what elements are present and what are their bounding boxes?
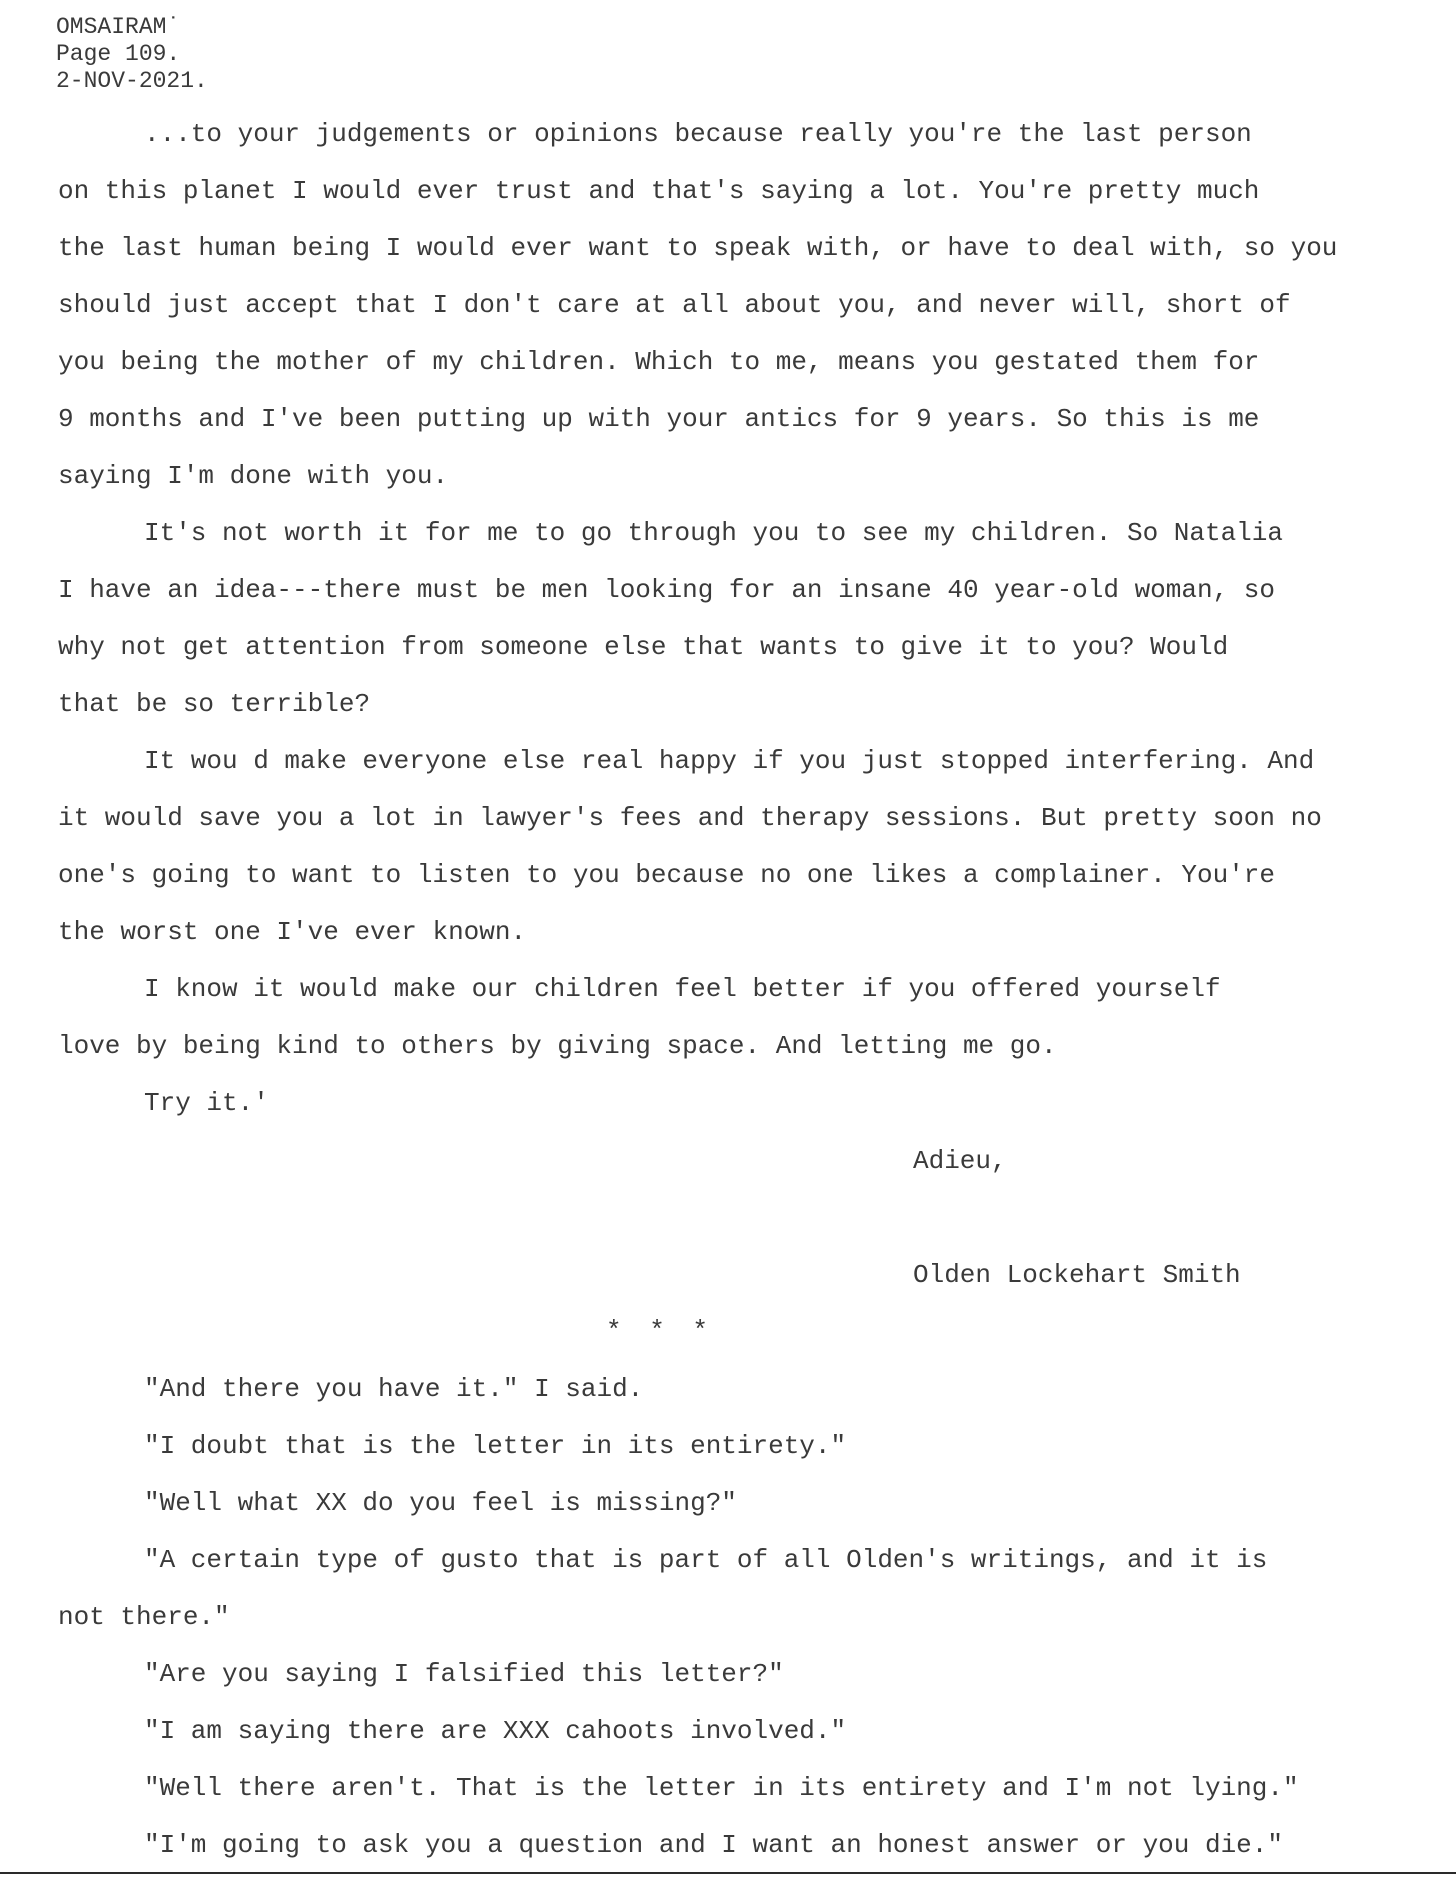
text-line: "Well what XX do you feel is missing?" bbox=[144, 1488, 737, 1518]
text-line: love by being kind to others by giving space. And letting me go. bbox=[58, 1031, 1057, 1061]
text-line: the last human being I would ever want to speak with, or have to deal with, so you bbox=[58, 233, 1338, 263]
text-line: Try it.' bbox=[144, 1088, 269, 1118]
text-line: It's not worth it for me to go through you to see my children. So Natalia bbox=[144, 518, 1283, 548]
text-line: should just accept that I don't care at all about you, and never will, short of bbox=[58, 290, 1291, 320]
text-line: that be so terrible? bbox=[58, 689, 371, 719]
text-line: you being the mother of my children. Which to me, means you gestated them for bbox=[58, 347, 1260, 377]
text-line: It wou d make everyone else real happy if you just stopped interfering. And bbox=[144, 746, 1315, 776]
text-line: it would save you a lot in lawyer's fees and therapy sessions. But pretty soon no bbox=[58, 803, 1322, 833]
text-line: 9 months and I've been putting up with your antics for 9 years. So this is me bbox=[58, 404, 1260, 434]
text-line: "I am saying there are XXX cahoots involved." bbox=[144, 1716, 847, 1746]
header-page-number: Page 109. bbox=[56, 41, 181, 67]
text-line: "And there you have it." I said. bbox=[144, 1374, 644, 1404]
letter-signature: Olden Lockehart Smith bbox=[913, 1260, 1241, 1290]
letter-closing: Adieu, bbox=[913, 1146, 1007, 1176]
text-line: I know it would make our children feel better if you offered yourself bbox=[144, 974, 1221, 1004]
text-line: saying I'm done with you. bbox=[58, 461, 449, 491]
text-line: "Are you saying I falsified this letter?" bbox=[144, 1659, 784, 1689]
text-line: on this planet I would ever trust and that's saying a lot. You're pretty much bbox=[58, 176, 1260, 206]
page-header bbox=[56, 14, 208, 95]
text-line: I have an idea---there must be men looking for an insane 40 year-old woman, so bbox=[58, 575, 1275, 605]
text-line: "A certain type of gusto that is part of all Olden's writings, and it is bbox=[144, 1545, 1268, 1575]
header-date: 2-NOV-2021. bbox=[56, 68, 208, 94]
text-line: why not get attention from someone else that wants to give it to you? Would bbox=[58, 632, 1229, 662]
text-line: one's going to want to listen to you because no one likes a complainer. You're bbox=[58, 860, 1275, 890]
text-line: the worst one I've ever known. bbox=[58, 917, 527, 947]
text-line: ...to your judgements or opinions because really you're the last person bbox=[144, 119, 1252, 149]
text-line: "Well there aren't. That is the letter in its entirety and I'm not lying." bbox=[144, 1773, 1299, 1803]
bottom-rule bbox=[0, 1872, 1456, 1874]
header-line-1: OMSAIRAM˙ bbox=[56, 14, 181, 40]
text-line: "I'm going to ask you a question and I want an honest answer or you die." bbox=[144, 1830, 1283, 1860]
section-break: * * * bbox=[606, 1316, 715, 1346]
text-line: "I doubt that is the letter in its entirety." bbox=[144, 1431, 847, 1461]
text-line: not there." bbox=[58, 1602, 230, 1632]
